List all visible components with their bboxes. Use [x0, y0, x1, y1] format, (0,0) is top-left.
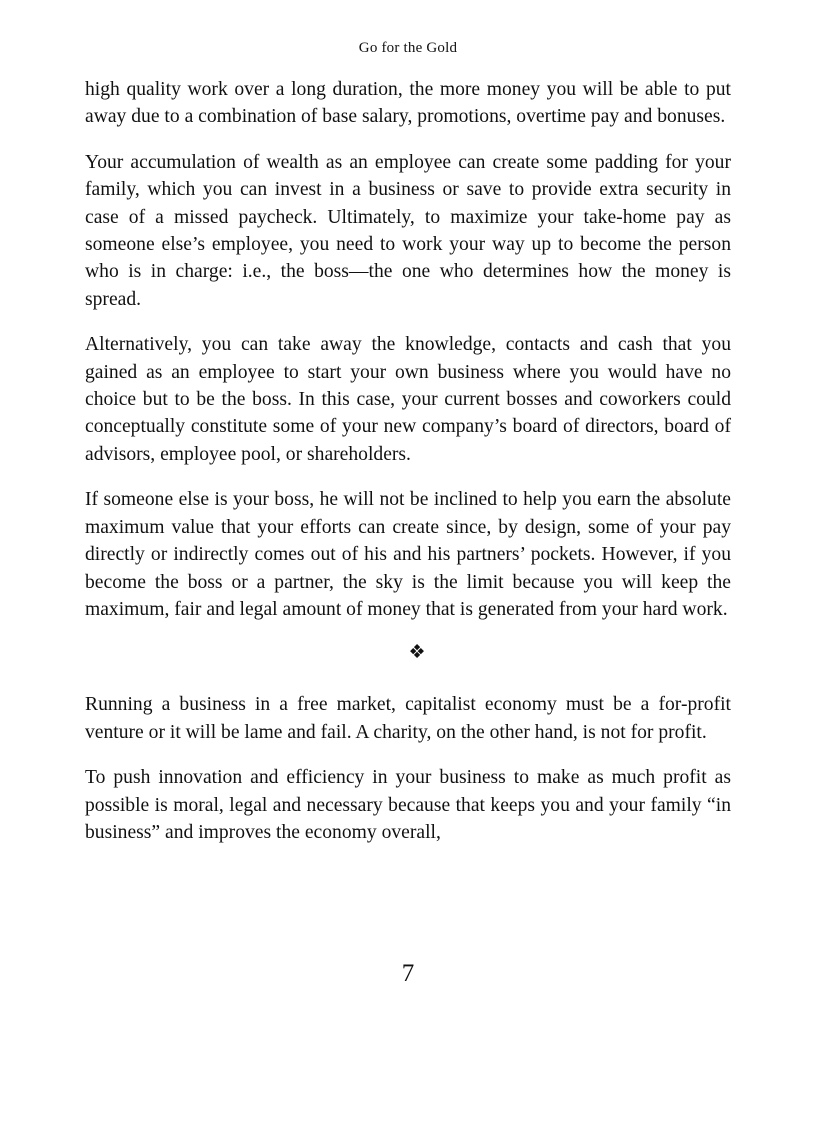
page-number: 7: [401, 960, 415, 987]
body-text: [85, 76, 731, 864]
running-header: Go for the Gold: [358, 40, 458, 56]
paragraph: Your accumulation of wealth as an employee can create some padding for your family, which you can invest in a business or save to provide extra security in case of a missed paycheck. Ultimately, to maximize your take-home pay as someone else’s employee, you need to work your way up to become the person who is in charge: i.e., the boss—the one who determines how the money is spread.: [85, 151, 731, 310]
fleuron-icon: ❖: [408, 642, 426, 664]
paragraph: Running a business in a free market, capitalist economy must be a for-profit venture or it will be lame and fail. A charity, on the other hand, is not for profit.: [85, 694, 731, 743]
section-separator: [85, 641, 731, 665]
paragraph: high quality work over a long duration, the more money you will be able to put away due to a combination of base salary, promotions, overtime pay and bonuses.: [85, 79, 731, 128]
paragraph: Alternatively, you can take away the knowledge, contacts and cash that you gained as an employee to start your own business where you would have no choice but to be the boss. In this case, your current bosses and coworkers could conceptually constitute some of your new company’s board of directors, board of advisors, employee pool, or shareholders.: [85, 334, 731, 465]
paragraph: To push innovation and efficiency in your business to make as much profit as possible is moral, legal and necessary because that keeps you and your family “in business” and improves the economy overall,: [85, 767, 731, 843]
paragraph: If someone else is your boss, he will not be inclined to help you earn the absolute maximum value that your efforts can create since, by design, some of your pay directly or indirectly comes out of his and his partners’ pockets. However, if you become the boss or a partner, the sky is the limit because you will keep the maximum, fair and legal amount of money that is generated from your hard work.: [85, 489, 731, 620]
